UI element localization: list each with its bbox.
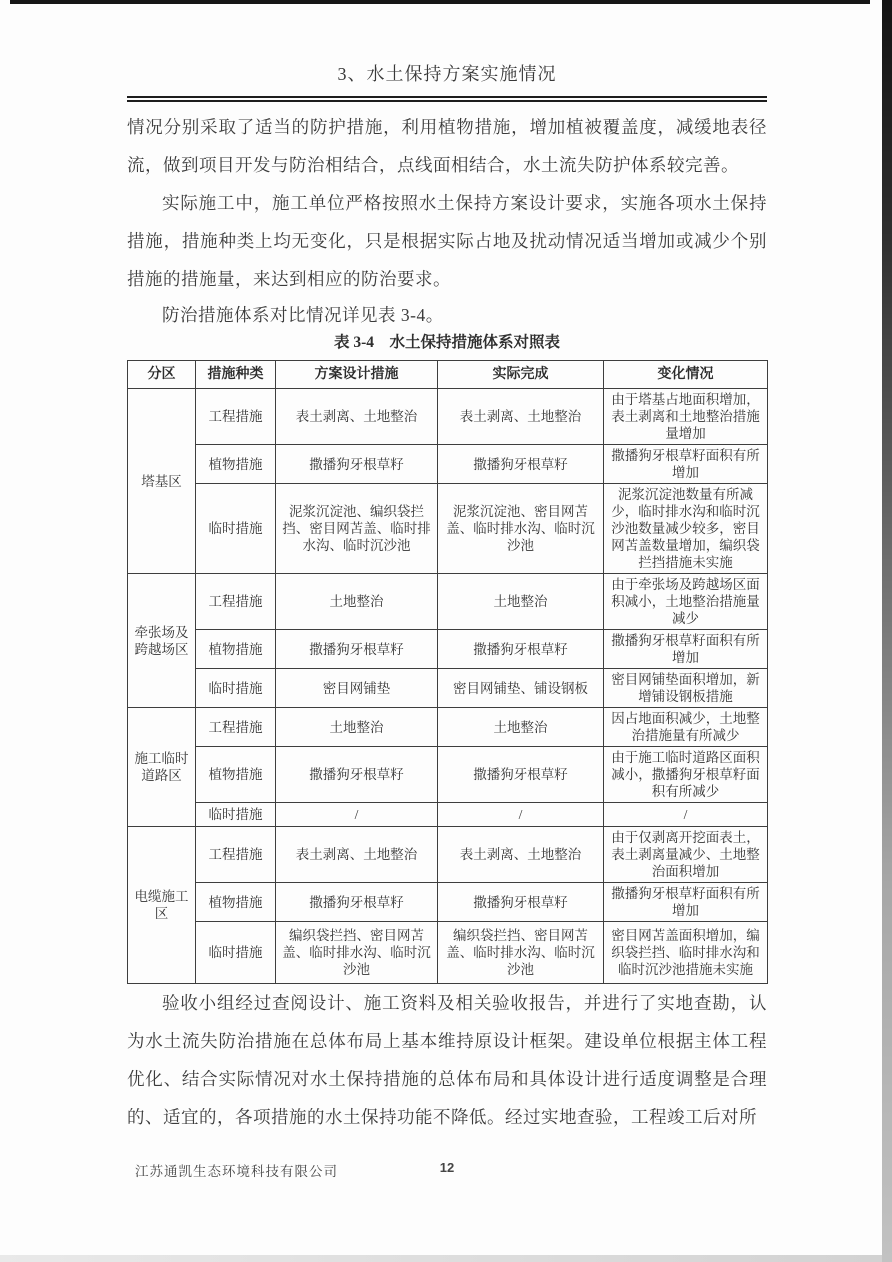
designed-cell: 撒播狗牙根草籽: [276, 445, 438, 484]
completed-cell: 密目网铺垫、铺设钢板: [438, 669, 604, 708]
designed-cell: 编织袋拦挡、密目网苫盖、临时排水沟、临时沉沙池: [276, 922, 438, 984]
zone-cell: 牵张场及跨越场区: [128, 574, 196, 708]
completed-cell: 撒播狗牙根草籽: [438, 747, 604, 803]
change-cell: 由于仅剥离开挖面表土，表土剥离量减少、土地整治面积增加: [604, 827, 768, 883]
measure-kind-cell: 工程措施: [196, 708, 276, 747]
designed-cell: /: [276, 803, 438, 827]
closing-paragraph: 验收小组经过查阅设计、施工资料及相关验收报告，并进行了实地查勘，认为水土流失防治措施在总体布局上基本维持原设计框架。建设单位根据主体工程优化、结合实际情况对水土保持措施的总体布局和具体设计进行适度调整是合理的、适宜的，各项措施的水土保持功能不降低。经过实地查验，工程竣工后对所: [127, 993, 767, 1127]
measure-kind-cell: 临时措施: [196, 484, 276, 574]
table-row: [128, 747, 768, 803]
paragraph-1: 情况分别采取了适当的防护措施，利用植物措施，增加植被覆盖度，减缓地表径流，做到项目开发与防治相结合，点线面相结合，水土流失防护体系较完善。: [127, 117, 767, 175]
completed-cell: 编织袋拦挡、密目网苫盖、临时排水沟、临时沉沙池: [438, 922, 604, 984]
change-cell: 因占地面积减少，土地整治措施量有所减少: [604, 708, 768, 747]
completed-cell: 土地整治: [438, 708, 604, 747]
change-cell: 密目网苫盖面积增加，编织袋拦挡、临时排水沟和临时沉沙池措施未实施: [604, 922, 768, 984]
scan-right-edge: [882, 0, 892, 1262]
paragraph-2: 实际施工中，施工单位严格按照水土保持方案设计要求，实施各项水土保持措施，措施种类上均无变化，只是根据实际占地及扰动情况适当增加或减少个别措施的措施量，来达到相应的防治要求。: [127, 193, 767, 289]
designed-cell: 撒播狗牙根草籽: [276, 630, 438, 669]
measure-kind-cell: 临时措施: [196, 922, 276, 984]
measure-kind-cell: 植物措施: [196, 445, 276, 484]
measure-comparison-table: [127, 360, 768, 984]
completed-cell: 撒播狗牙根草籽: [438, 630, 604, 669]
completed-cell: 表土剥离、土地整治: [438, 389, 604, 445]
measure-kind-cell: 植物措施: [196, 630, 276, 669]
table-row: [128, 883, 768, 922]
zone-cell: 电缆施工区: [128, 827, 196, 984]
table-caption: 表 3-4 水土保持措施体系对照表: [333, 334, 561, 351]
col-header-change: 变化情况: [604, 361, 768, 389]
table-row: [128, 484, 768, 574]
change-cell: 密目网铺垫面积增加，新增铺设钢板措施: [604, 669, 768, 708]
paragraph-3: 防治措施体系对比情况详见表 3-4。: [162, 305, 444, 325]
designed-cell: 土地整治: [276, 708, 438, 747]
col-header-kind: 措施种类: [196, 361, 276, 389]
measure-kind-cell: 工程措施: [196, 389, 276, 445]
completed-cell: /: [438, 803, 604, 827]
scan-bottom-edge: [0, 1255, 882, 1262]
measure-kind-cell: 工程措施: [196, 827, 276, 883]
designed-cell: 表土剥离、土地整治: [276, 389, 438, 445]
header-double-rule: [127, 96, 767, 102]
table-row: [128, 630, 768, 669]
change-cell: 由于施工临时道路区面积减小，撒播狗牙根草籽面积有所减少: [604, 747, 768, 803]
completed-cell: 表土剥离、土地整治: [438, 827, 604, 883]
designed-cell: 撒播狗牙根草籽: [276, 747, 438, 803]
table-row: [128, 389, 768, 445]
table-row: [128, 445, 768, 484]
col-header-zone: 分区: [128, 361, 196, 389]
col-header-designed: 方案设计措施: [276, 361, 438, 389]
completed-cell: 撒播狗牙根草籽: [438, 883, 604, 922]
designed-cell: 表土剥离、土地整治: [276, 827, 438, 883]
measure-kind-cell: 工程措施: [196, 574, 276, 630]
change-cell: 撒播狗牙根草籽面积有所增加: [604, 445, 768, 484]
change-cell: 由于牵张场及跨越场区面积减小，土地整治措施量减少: [604, 574, 768, 630]
page-content: [127, 0, 767, 1136]
table-row: [128, 803, 768, 827]
designed-cell: 撒播狗牙根草籽: [276, 883, 438, 922]
table-header-row: [128, 361, 768, 389]
measure-kind-cell: 临时措施: [196, 803, 276, 827]
table-row: [128, 669, 768, 708]
measure-kind-cell: 临时措施: [196, 669, 276, 708]
table-row: [128, 708, 768, 747]
col-header-completed: 实际完成: [438, 361, 604, 389]
page-number: 12: [439, 1160, 455, 1175]
measure-kind-cell: 植物措施: [196, 883, 276, 922]
designed-cell: 土地整治: [276, 574, 438, 630]
table-row: [128, 574, 768, 630]
measure-kind-cell: 植物措施: [196, 747, 276, 803]
table-row: [128, 922, 768, 984]
zone-cell: 塔基区: [128, 389, 196, 574]
completed-cell: 土地整治: [438, 574, 604, 630]
completed-cell: 泥浆沉淀池、密目网苫盖、临时排水沟、临时沉沙池: [438, 484, 604, 574]
change-cell: /: [604, 803, 768, 827]
change-cell: 泥浆沉淀池数量有所减少，临时排水沟和临时沉沙池数量减少较多，密目网苫盖数量增加，编织袋拦挡措施未实施: [604, 484, 768, 574]
designed-cell: 泥浆沉淀池、编织袋拦挡、密目网苫盖、临时排水沟、临时沉沙池: [276, 484, 438, 574]
change-cell: 撒播狗牙根草籽面积有所增加: [604, 630, 768, 669]
zone-cell: 施工临时道路区: [128, 708, 196, 827]
change-cell: 由于塔基占地面积增加，表土剥离和土地整治措施量增加: [604, 389, 768, 445]
change-cell: 撒播狗牙根草籽面积有所增加: [604, 883, 768, 922]
designed-cell: 密目网铺垫: [276, 669, 438, 708]
table-row: [128, 827, 768, 883]
completed-cell: 撒播狗牙根草籽: [438, 445, 604, 484]
page-title: 3、水土保持方案实施情况: [337, 64, 557, 84]
header-rule-bottom-line: [127, 100, 767, 102]
footer-company-name: 江苏通凯生态环境科技有限公司: [135, 1164, 338, 1179]
